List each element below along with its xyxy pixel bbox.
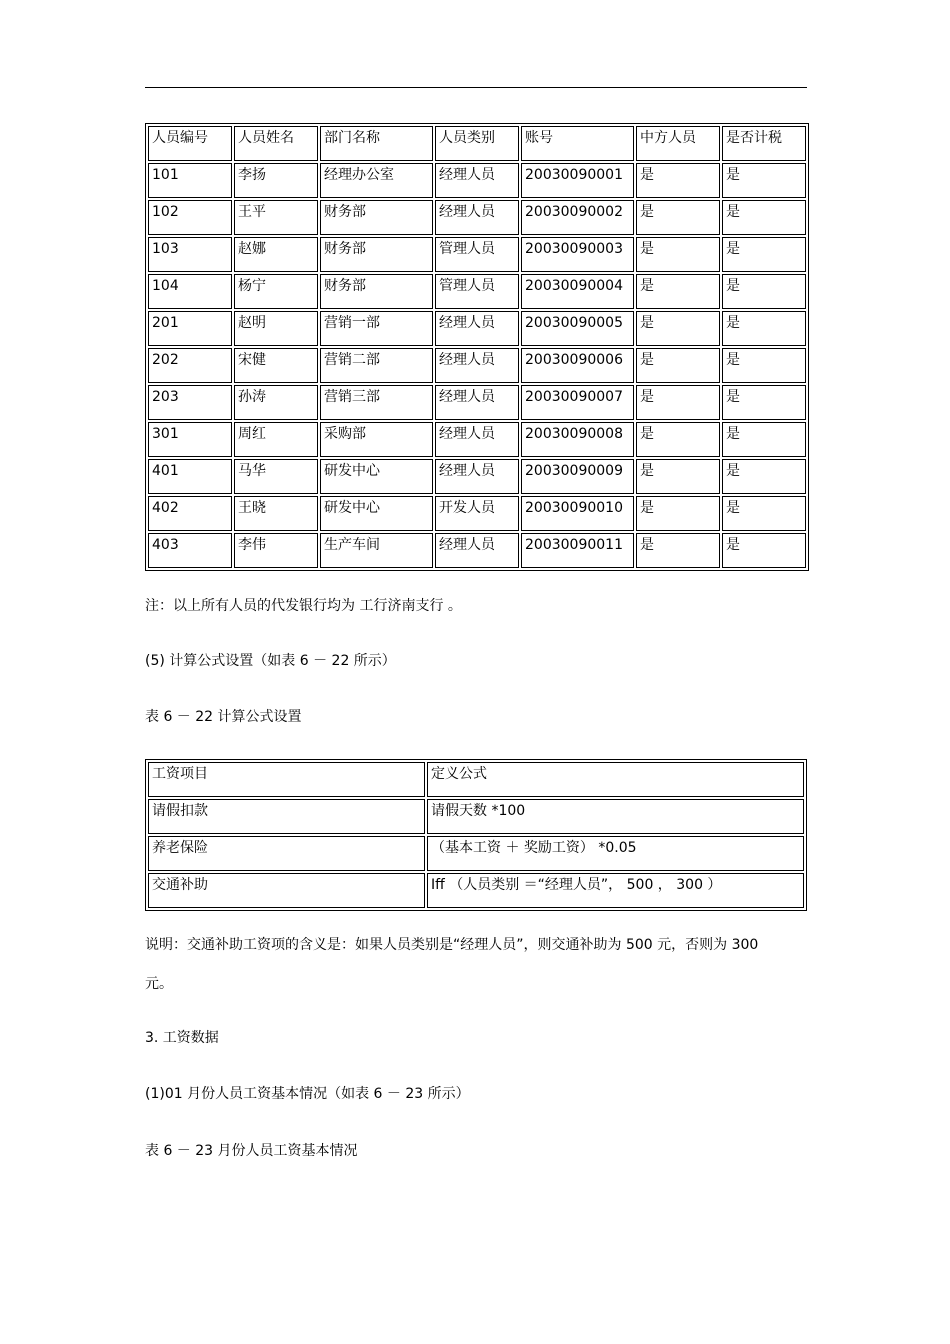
explanation-line-1: 说明：交通补助工资项的含义是：如果人员类别是“经理人员”，则交通补助为 500 元，否则为 300 <box>145 937 759 953</box>
table-cell: 是 <box>722 200 806 235</box>
table-cell: 20030090010 <box>521 496 634 531</box>
table-cell: 20030090008 <box>521 422 634 457</box>
table-cell: 是 <box>722 533 806 568</box>
table-cell: 103 <box>148 237 232 272</box>
header-row <box>148 126 806 161</box>
header-cell: 人员姓名 <box>234 126 318 161</box>
table-row <box>148 163 806 198</box>
table-cell: 采购部 <box>320 422 433 457</box>
table-row <box>148 496 806 531</box>
table-cell: 是 <box>722 163 806 198</box>
table-row <box>148 237 806 272</box>
table-cell: 财务部 <box>320 274 433 309</box>
header-cell: 人员编号 <box>148 126 232 161</box>
table-cell: 是 <box>636 348 720 383</box>
table-cell: 是 <box>722 237 806 272</box>
table-cell: 是 <box>722 274 806 309</box>
table-row <box>148 873 804 908</box>
table-cell: 20030090006 <box>521 348 634 383</box>
table-cell: 20030090009 <box>521 459 634 494</box>
table-cell: 财务部 <box>320 237 433 272</box>
table-cell: 研发中心 <box>320 496 433 531</box>
table-cell: 401 <box>148 459 232 494</box>
table-cell: 生产车间 <box>320 533 433 568</box>
table-cell: 是 <box>722 311 806 346</box>
section-3-heading: 3. 工资数据 <box>145 1030 219 1046</box>
table-cell: 20030090003 <box>521 237 634 272</box>
table-cell: 是 <box>636 496 720 531</box>
table-cell: 李伟 <box>234 533 318 568</box>
table-cell: 是 <box>722 348 806 383</box>
explanation-line-2: 元。 <box>145 976 173 992</box>
table-cell: 赵明 <box>234 311 318 346</box>
table-cell: 周红 <box>234 422 318 457</box>
table-cell: 是 <box>722 422 806 457</box>
table-cell: 营销一部 <box>320 311 433 346</box>
table-cell: 104 <box>148 274 232 309</box>
table-cell: 20030090007 <box>521 385 634 420</box>
table-row <box>148 311 806 346</box>
table-cell: 经理办公室 <box>320 163 433 198</box>
table-cell: 营销三部 <box>320 385 433 420</box>
table-cell: 20030090005 <box>521 311 634 346</box>
table-cell: 经理人员 <box>435 422 519 457</box>
table-cell: 杨宁 <box>234 274 318 309</box>
table-cell: 管理人员 <box>435 237 519 272</box>
bank-note: 注：以上所有人员的代发银行均为 工行济南支行 。 <box>145 598 462 614</box>
formula-table <box>145 759 807 911</box>
table-row <box>148 836 804 871</box>
table-cell: 马华 <box>234 459 318 494</box>
table-cell: 201 <box>148 311 232 346</box>
table-cell: 经理人员 <box>435 533 519 568</box>
table-cell: 是 <box>636 237 720 272</box>
header-cell: 定义公式 <box>427 762 804 797</box>
table-row <box>148 200 806 235</box>
table-cell: 营销二部 <box>320 348 433 383</box>
header-cell: 人员类别 <box>435 126 519 161</box>
table-row <box>148 385 806 420</box>
table-cell: 孙涛 <box>234 385 318 420</box>
table-row <box>148 459 806 494</box>
header-cell: 账号 <box>521 126 634 161</box>
table-cell: 是 <box>636 459 720 494</box>
subsection-1-heading: (1)01 月份人员工资基本情况（如表 6 － 23 所示） <box>145 1086 470 1102</box>
table-cell: 研发中心 <box>320 459 433 494</box>
table-22-caption: 表 6 － 22 计算公式设置 <box>145 709 302 725</box>
table-cell: 403 <box>148 533 232 568</box>
table-cell: 301 <box>148 422 232 457</box>
table-cell: 交通补助 <box>148 873 425 908</box>
table-cell: 20030090002 <box>521 200 634 235</box>
table-cell: 李扬 <box>234 163 318 198</box>
table-cell: 王平 <box>234 200 318 235</box>
table-cell: 20030090011 <box>521 533 634 568</box>
table-cell: 请假扣款 <box>148 799 425 834</box>
table-cell: 养老保险 <box>148 836 425 871</box>
table-row <box>148 422 806 457</box>
table-cell: 20030090001 <box>521 163 634 198</box>
table-cell: 宋健 <box>234 348 318 383</box>
table-cell: 经理人员 <box>435 311 519 346</box>
top-rule <box>145 87 807 88</box>
table-cell: 经理人员 <box>435 459 519 494</box>
table-cell: 是 <box>636 200 720 235</box>
table-cell: （基本工资 ＋ 奖励工资） *0.05 <box>427 836 804 871</box>
table-row <box>148 533 806 568</box>
header-cell: 中方人员 <box>636 126 720 161</box>
table-cell: 是 <box>636 311 720 346</box>
header-row <box>148 762 804 797</box>
table-cell: 是 <box>722 459 806 494</box>
table-cell: 是 <box>722 496 806 531</box>
table-row <box>148 348 806 383</box>
table-cell: 财务部 <box>320 200 433 235</box>
table-row <box>148 799 804 834</box>
table-cell: 202 <box>148 348 232 383</box>
header-cell: 是否计税 <box>722 126 806 161</box>
header-cell: 工资项目 <box>148 762 425 797</box>
table-cell: 是 <box>636 274 720 309</box>
table-cell: 管理人员 <box>435 274 519 309</box>
table-cell: 开发人员 <box>435 496 519 531</box>
table-cell: 经理人员 <box>435 200 519 235</box>
table-cell: 102 <box>148 200 232 235</box>
table-cell: 赵娜 <box>234 237 318 272</box>
table-cell: 203 <box>148 385 232 420</box>
table-row <box>148 274 806 309</box>
header-cell: 部门名称 <box>320 126 433 161</box>
table-cell: 经理人员 <box>435 385 519 420</box>
table-cell: 20030090004 <box>521 274 634 309</box>
table-cell: 王晓 <box>234 496 318 531</box>
table-cell: 是 <box>722 385 806 420</box>
table-cell: 是 <box>636 533 720 568</box>
table-cell: 是 <box>636 163 720 198</box>
table-cell: 是 <box>636 422 720 457</box>
table-cell: Iff （人员类别 ＝“经理人员”， 500 ， 300 ） <box>427 873 804 908</box>
table-cell: 101 <box>148 163 232 198</box>
table-cell: 经理人员 <box>435 348 519 383</box>
table-cell: 是 <box>636 385 720 420</box>
table-cell: 经理人员 <box>435 163 519 198</box>
table-cell: 请假天数 *100 <box>427 799 804 834</box>
table-cell: 402 <box>148 496 232 531</box>
section-5-heading: (5) 计算公式设置（如表 6 － 22 所示） <box>145 653 396 669</box>
table-23-caption: 表 6 － 23 月份人员工资基本情况 <box>145 1143 358 1159</box>
personnel-table <box>145 123 809 571</box>
